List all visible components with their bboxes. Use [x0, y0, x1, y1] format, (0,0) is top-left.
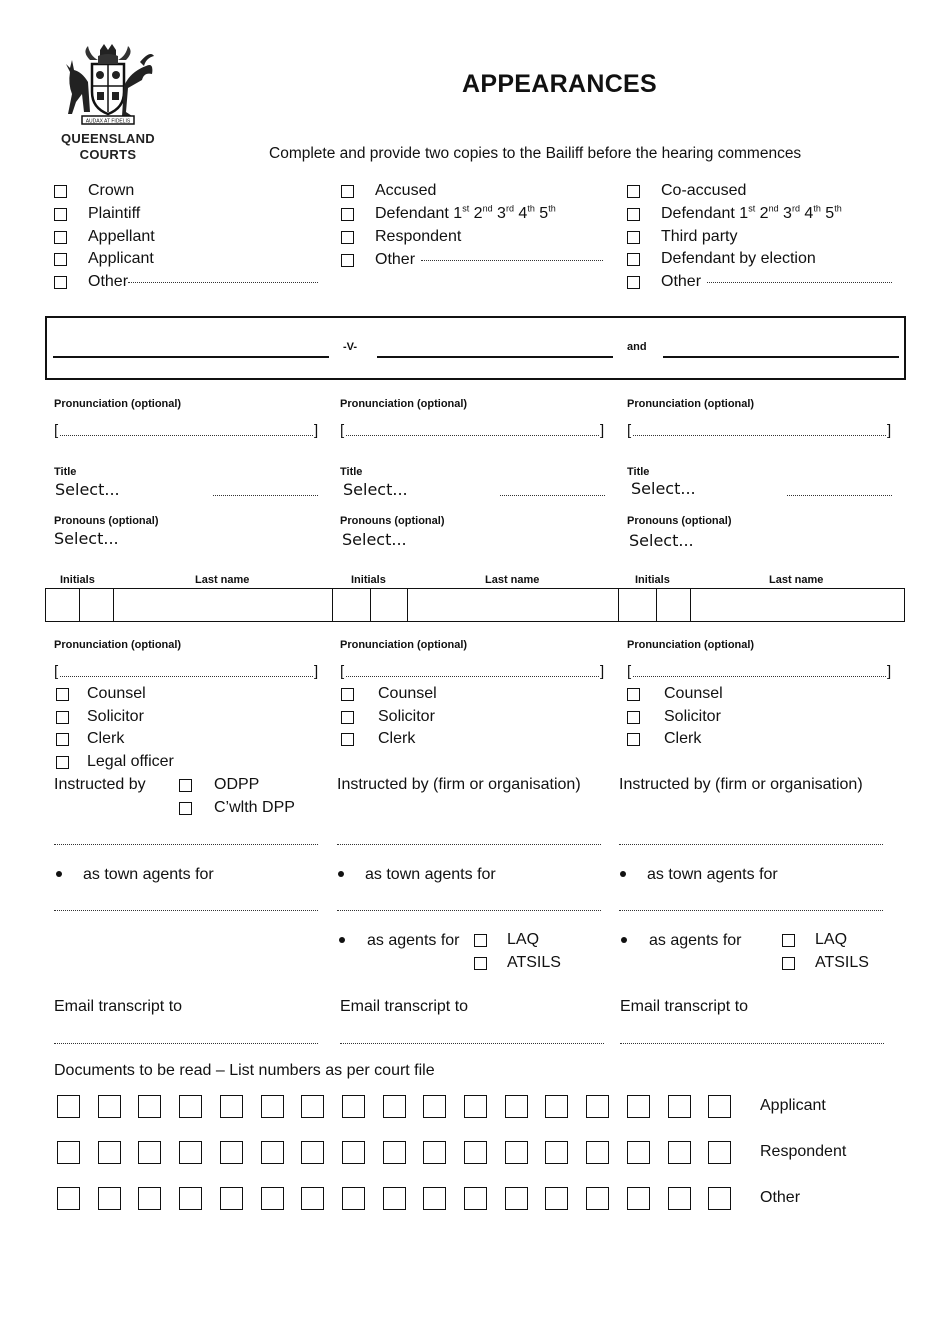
title-select[interactable]: Select... — [343, 480, 408, 499]
other-fill-line[interactable] — [128, 282, 318, 283]
pronunciation-label: Pronunciation (optional) — [627, 398, 755, 410]
party-option-other-3[interactable]: Other — [627, 273, 892, 291]
document-number-box-other[interactable] — [342, 1187, 365, 1210]
town-agents-field[interactable] — [54, 910, 318, 911]
document-number-box-applicant[interactable] — [342, 1095, 365, 1118]
document-number-box-respondent[interactable] — [668, 1141, 691, 1164]
document-number-box-applicant[interactable] — [383, 1095, 406, 1118]
title-other-field[interactable] — [787, 495, 892, 496]
role-solicitor[interactable]: Solicitor — [56, 708, 144, 726]
bracket-open: [ — [340, 663, 345, 680]
checkbox[interactable] — [782, 957, 795, 970]
checkbox[interactable] — [627, 208, 640, 221]
bracket-close: ] — [887, 663, 892, 680]
bullet-icon — [621, 937, 627, 943]
document-number-box-respondent[interactable] — [301, 1141, 324, 1164]
document-number-box-other[interactable] — [586, 1187, 609, 1210]
checkbox[interactable] — [627, 276, 640, 289]
town-agents-label: as town agents for — [83, 866, 214, 883]
party-3-name-line[interactable] — [663, 356, 899, 358]
email-transcript-field[interactable] — [620, 1043, 884, 1044]
party-option-accused[interactable]: Accused — [341, 182, 436, 200]
title-label: Title — [627, 466, 650, 478]
instructed-by-field[interactable] — [54, 844, 318, 845]
bracket-open: [ — [54, 663, 59, 680]
role-clerk[interactable]: Clerk — [56, 730, 124, 748]
bracket-close: ] — [314, 663, 319, 680]
title-other-field[interactable] — [213, 495, 318, 496]
checkbox[interactable] — [54, 253, 67, 266]
initials-label: Initials — [60, 574, 95, 586]
role-solicitor[interactable]: Solicitor — [627, 708, 721, 726]
pronunciation-field[interactable] — [60, 435, 313, 436]
checkbox[interactable] — [341, 208, 354, 221]
initial-cell[interactable] — [371, 589, 408, 621]
bracket-close: ] — [887, 422, 892, 439]
instructed-by-field[interactable] — [337, 844, 601, 845]
document-number-box-other[interactable] — [423, 1187, 446, 1210]
pronunciation-field[interactable] — [346, 676, 599, 677]
title-label: Title — [340, 466, 363, 478]
checkbox[interactable] — [627, 688, 640, 701]
role-counsel[interactable]: Counsel — [341, 685, 437, 703]
agents-for-laq[interactable]: LAQ — [474, 931, 539, 949]
instructed-by-field[interactable] — [619, 844, 883, 845]
email-transcript-field[interactable] — [54, 1043, 318, 1044]
logo-text-queensland: QUEENSLAND — [60, 131, 155, 146]
last-name-label: Last name — [485, 574, 540, 586]
document-number-box-other[interactable] — [57, 1187, 80, 1210]
document-number-box-respondent[interactable] — [57, 1141, 80, 1164]
checkbox[interactable] — [782, 934, 795, 947]
bullet-icon — [338, 871, 344, 877]
town-agents-field[interactable] — [337, 910, 601, 911]
email-transcript-field[interactable] — [340, 1043, 604, 1044]
title-other-field[interactable] — [500, 495, 605, 496]
party-option-other[interactable]: Other — [54, 273, 318, 291]
document-number-box-other[interactable] — [220, 1187, 243, 1210]
email-transcript-label: Email transcript to — [620, 998, 749, 1015]
last-name-cell[interactable] — [691, 589, 904, 621]
pronouns-label: Pronouns (optional) — [627, 515, 732, 527]
document-number-box-other[interactable] — [138, 1187, 161, 1210]
initial-cell[interactable] — [657, 589, 691, 621]
bullet-icon — [339, 937, 345, 943]
document-number-box-other[interactable] — [505, 1187, 528, 1210]
pronunciation-label: Pronunciation (optional) — [340, 639, 468, 651]
document-number-box-applicant[interactable] — [505, 1095, 528, 1118]
checkbox[interactable] — [56, 688, 69, 701]
role-legal-officer[interactable]: Legal officer — [56, 753, 174, 771]
checkbox[interactable] — [474, 934, 487, 947]
document-number-box-respondent[interactable] — [342, 1141, 365, 1164]
document-number-box-other[interactable] — [668, 1187, 691, 1210]
initial-cell[interactable] — [619, 589, 657, 621]
instructed-by-firm-label: Instructed by (firm or organisation) — [619, 776, 863, 793]
checkbox[interactable] — [627, 185, 640, 198]
court-crest-logo — [60, 42, 156, 162]
documents-heading: Documents to be read – List numbers as per court file — [54, 1062, 435, 1079]
document-number-box-applicant[interactable] — [57, 1095, 80, 1118]
checkbox[interactable] — [341, 688, 354, 701]
document-number-box-respondent[interactable] — [179, 1141, 202, 1164]
instructed-cwlth-dpp[interactable]: C’wlth DPP — [179, 799, 295, 817]
party-option-defendant-3[interactable]: Defendant 1st 2nd 3rd 4th 5th — [627, 205, 842, 223]
last-name-cell[interactable] — [114, 589, 333, 621]
title-select[interactable]: Select... — [55, 480, 120, 499]
checkbox[interactable] — [54, 276, 67, 289]
role-counsel[interactable]: Counsel — [56, 685, 146, 703]
email-transcript-label: Email transcript to — [340, 998, 469, 1015]
bracket-close: ] — [600, 422, 605, 439]
town-agents-label: as town agents for — [365, 866, 496, 883]
initials-label: Initials — [635, 574, 670, 586]
other-fill-line[interactable] — [707, 282, 892, 283]
document-number-box-respondent[interactable] — [545, 1141, 568, 1164]
pronunciation-label: Pronunciation (optional) — [54, 398, 182, 410]
pronunciation-field[interactable] — [60, 676, 313, 677]
document-number-box-other[interactable] — [545, 1187, 568, 1210]
document-number-box-other[interactable] — [261, 1187, 284, 1210]
role-clerk[interactable]: Clerk — [341, 730, 415, 748]
bracket-close: ] — [600, 663, 605, 680]
bullet-icon — [620, 871, 626, 877]
checkbox[interactable] — [341, 711, 354, 724]
document-number-box-other[interactable] — [464, 1187, 487, 1210]
document-number-box-respondent[interactable] — [505, 1141, 528, 1164]
document-number-box-respondent[interactable] — [383, 1141, 406, 1164]
documents-row-label-applicant: Applicant — [760, 1097, 826, 1114]
document-number-box-applicant[interactable] — [261, 1095, 284, 1118]
page-title: APPEARANCES — [462, 70, 657, 98]
svg-text:AUDAX AT FIDELIS: AUDAX AT FIDELIS — [85, 118, 131, 125]
checkbox[interactable] — [627, 733, 640, 746]
document-number-box-other[interactable] — [383, 1187, 406, 1210]
document-number-box-applicant[interactable] — [586, 1095, 609, 1118]
pronunciation-label: Pronunciation (optional) — [54, 639, 182, 651]
pronouns-select[interactable]: Select... — [342, 530, 407, 549]
documents-row-label-other: Other — [760, 1189, 801, 1206]
checkbox[interactable] — [179, 779, 192, 792]
checkbox[interactable] — [56, 733, 69, 746]
bracket-open: [ — [627, 663, 632, 680]
document-number-box-other[interactable] — [627, 1187, 650, 1210]
document-number-box-applicant[interactable] — [545, 1095, 568, 1118]
document-number-box-other[interactable] — [301, 1187, 324, 1210]
initial-cell[interactable] — [333, 589, 371, 621]
document-number-box-respondent[interactable] — [586, 1141, 609, 1164]
document-number-box-respondent[interactable] — [220, 1141, 243, 1164]
title-select[interactable]: Select... — [631, 479, 696, 498]
checkbox[interactable] — [54, 185, 67, 198]
document-number-box-other[interactable] — [708, 1187, 731, 1210]
agents-for-label: as agents for — [367, 932, 460, 949]
checkbox[interactable] — [341, 733, 354, 746]
checkbox[interactable] — [474, 957, 487, 970]
checkbox[interactable] — [341, 254, 354, 267]
party-option-defendant-election[interactable]: Defendant by election — [627, 250, 816, 268]
agents-for-atsils[interactable]: ATSILS — [474, 954, 561, 972]
party-option-crown[interactable]: Crown — [54, 182, 134, 200]
checkbox[interactable] — [56, 711, 69, 724]
email-transcript-label: Email transcript to — [54, 998, 183, 1015]
initial-cell[interactable] — [80, 589, 114, 621]
versus-label: -V- — [343, 341, 358, 353]
pronouns-label: Pronouns (optional) — [340, 515, 445, 527]
party-2-name-line[interactable] — [377, 356, 613, 358]
pronouns-select[interactable]: Select... — [629, 531, 694, 550]
bracket-open: [ — [340, 422, 345, 439]
instructed-by-label: Instructed by — [54, 776, 146, 793]
document-number-box-respondent[interactable] — [464, 1141, 487, 1164]
document-number-box-applicant[interactable] — [464, 1095, 487, 1118]
agents-for-atsils[interactable]: ATSILS — [782, 954, 869, 972]
checkbox[interactable] — [627, 253, 640, 266]
pronunciation-label: Pronunciation (optional) — [340, 398, 468, 410]
party-option-plaintiff[interactable]: Plaintiff — [54, 205, 140, 223]
party-1-name-line[interactable] — [53, 356, 329, 358]
party-option-third-party[interactable]: Third party — [627, 228, 737, 246]
pronouns-select[interactable]: Select... — [54, 529, 119, 548]
instructed-odpp[interactable]: ODPP — [179, 776, 259, 794]
last-name-label: Last name — [769, 574, 824, 586]
bullet-icon — [56, 871, 62, 877]
coat-of-arms-icon — [60, 42, 156, 128]
checkbox[interactable] — [627, 711, 640, 724]
checkbox[interactable] — [627, 231, 640, 244]
last-name-cell[interactable] — [408, 589, 619, 621]
checkbox[interactable] — [341, 231, 354, 244]
document-number-box-applicant[interactable] — [627, 1095, 650, 1118]
role-solicitor[interactable]: Solicitor — [341, 708, 435, 726]
bracket-close: ] — [314, 422, 319, 439]
checkbox[interactable] — [56, 756, 69, 769]
pronunciation-label: Pronunciation (optional) — [627, 639, 755, 651]
party-option-respondent[interactable]: Respondent — [341, 228, 461, 246]
parties-box — [45, 316, 906, 380]
document-number-box-respondent[interactable] — [708, 1141, 731, 1164]
bracket-open: [ — [54, 422, 59, 439]
pronouns-label: Pronouns (optional) — [54, 515, 159, 527]
documents-row-label-respondent: Respondent — [760, 1143, 847, 1160]
document-number-box-other[interactable] — [98, 1187, 121, 1210]
document-number-box-other[interactable] — [179, 1187, 202, 1210]
document-number-box-respondent[interactable] — [627, 1141, 650, 1164]
title-label: Title — [54, 466, 77, 478]
agents-for-laq[interactable]: LAQ — [782, 931, 847, 949]
party-option-other-2[interactable]: Other — [341, 251, 603, 269]
document-number-box-applicant[interactable] — [423, 1095, 446, 1118]
document-number-box-respondent[interactable] — [261, 1141, 284, 1164]
checkbox[interactable] — [54, 208, 67, 221]
logo-text-courts: COURTS — [79, 147, 137, 162]
instructed-by-firm-label: Instructed by (firm or organisation) — [337, 776, 581, 793]
bracket-open: [ — [627, 422, 632, 439]
role-clerk[interactable]: Clerk — [627, 730, 701, 748]
role-counsel[interactable]: Counsel — [627, 685, 723, 703]
other-fill-line[interactable] — [421, 260, 603, 261]
pronunciation-field[interactable] — [633, 676, 886, 677]
pronunciation-field[interactable] — [633, 435, 886, 436]
party-option-appellant[interactable]: Appellant — [54, 228, 155, 246]
checkbox[interactable] — [341, 185, 354, 198]
checkbox[interactable] — [54, 231, 67, 244]
initial-cell[interactable] — [46, 589, 80, 621]
last-name-label: Last name — [195, 574, 250, 586]
document-number-box-applicant[interactable] — [708, 1095, 731, 1118]
document-number-box-respondent[interactable] — [138, 1141, 161, 1164]
party-option-coaccused[interactable]: Co-accused — [627, 182, 746, 200]
document-number-box-applicant[interactable] — [98, 1095, 121, 1118]
initials-label: Initials — [351, 574, 386, 586]
name-entry-grid — [45, 588, 905, 622]
document-number-box-applicant[interactable] — [220, 1095, 243, 1118]
document-number-box-applicant[interactable] — [138, 1095, 161, 1118]
document-number-box-respondent[interactable] — [423, 1141, 446, 1164]
document-number-box-applicant[interactable] — [179, 1095, 202, 1118]
agents-for-label: as agents for — [649, 932, 742, 949]
party-option-applicant[interactable]: Applicant — [54, 250, 154, 268]
document-number-box-applicant[interactable] — [301, 1095, 324, 1118]
pronunciation-field[interactable] — [346, 435, 599, 436]
instruction-text: Complete and provide two copies to the Bailiff before the hearing commences — [269, 145, 802, 162]
and-label: and — [627, 341, 647, 353]
party-option-defendant[interactable]: Defendant 1st 2nd 3rd 4th 5th — [341, 205, 556, 223]
document-number-box-applicant[interactable] — [668, 1095, 691, 1118]
town-agents-field[interactable] — [619, 910, 883, 911]
document-number-box-respondent[interactable] — [98, 1141, 121, 1164]
checkbox[interactable] — [179, 802, 192, 815]
town-agents-label: as town agents for — [647, 866, 778, 883]
